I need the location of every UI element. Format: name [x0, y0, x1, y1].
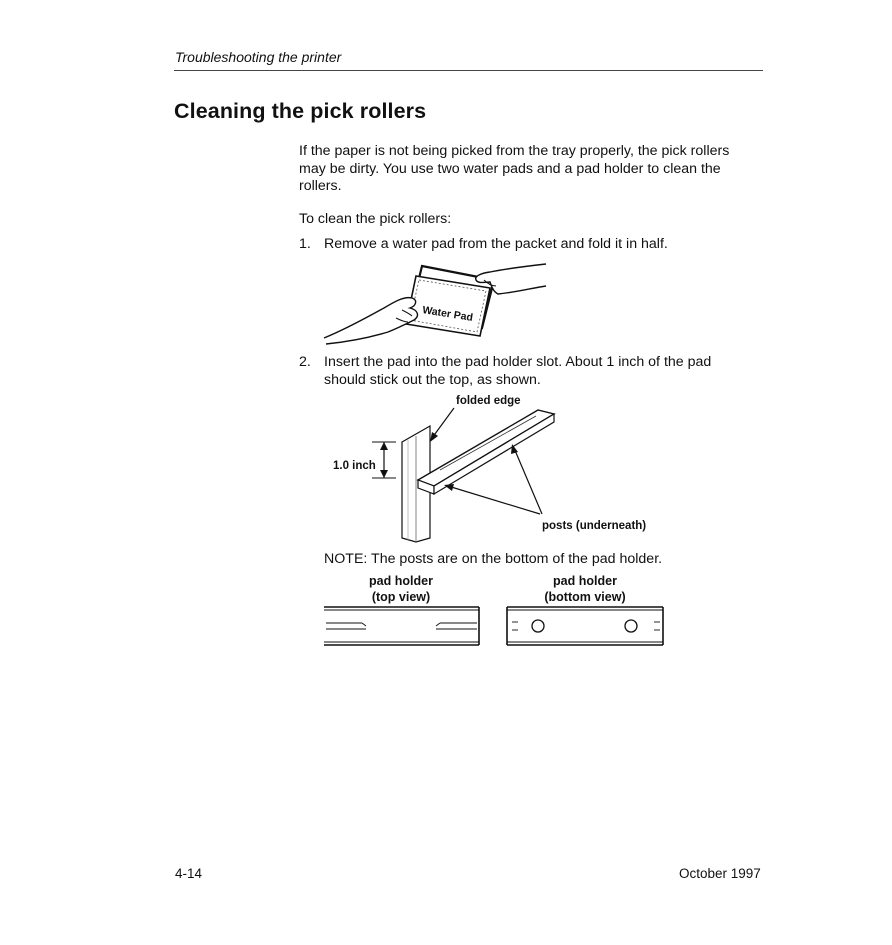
post-left [532, 620, 544, 632]
top-view-label-line1: pad holder [369, 574, 433, 588]
running-header: Troubleshooting the printer [175, 49, 342, 65]
step-2-number: 2. [299, 354, 311, 370]
step-1-text: Remove a water pad from the packet and fold it in half. [324, 236, 668, 252]
folded-edge-label: folded edge [456, 395, 521, 407]
steps-lead: To clean the pick rollers: [299, 211, 452, 227]
footer-date: October 1997 [679, 866, 761, 881]
pad-holder-views-illustration [322, 572, 668, 652]
bottom-view-label-line2: (bottom view) [544, 590, 626, 604]
note-text: NOTE: The posts are on the bottom of the pad holder. [324, 551, 663, 567]
step-2-text: Insert the pad into the pad holder slot. About 1 inch of the pad should stick out the top, as shown. [324, 354, 712, 388]
intro-paragraph: If the paper is not being picked from the tray properly, the pick rollers may be dirty. You use two water pads and a pad holder to clean the rollers. [299, 143, 730, 195]
bottom-view-label-line1: pad holder [553, 574, 617, 588]
posts-label: posts (underneath) [542, 520, 647, 532]
top-view-label-line2: (top view) [371, 590, 431, 604]
header-divider [174, 70, 763, 71]
page-number: 4-14 [175, 866, 203, 881]
step-1-number: 1. [299, 236, 311, 252]
height-dimension-label: 1.0 inch [333, 460, 376, 472]
post-right [625, 620, 637, 632]
section-title: Cleaning the pick rollers [174, 99, 427, 123]
water-pad-label: Water Pad [421, 304, 474, 324]
water-pad-illustration [322, 258, 552, 346]
pad-holder-illustration [330, 390, 660, 545]
pad-holder-top-view [324, 607, 479, 645]
pad-holder-bottom-view [507, 607, 663, 645]
